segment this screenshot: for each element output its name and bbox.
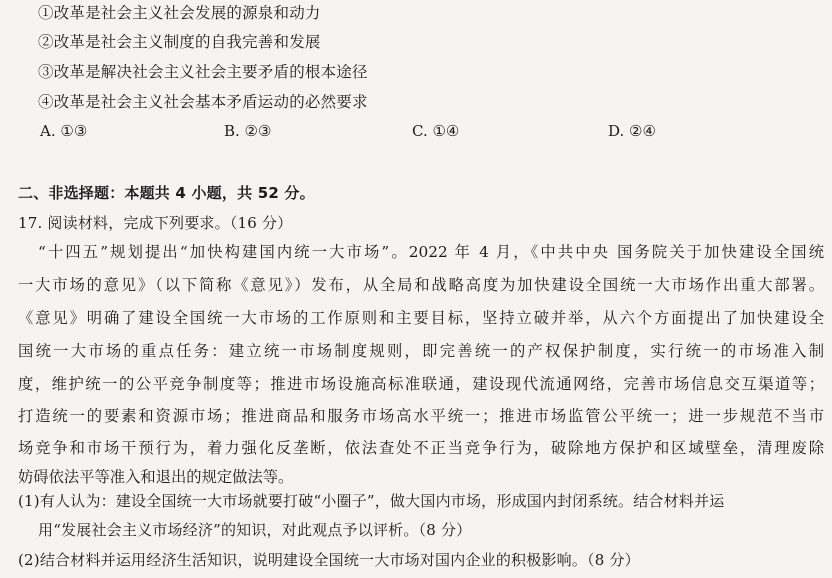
material-line-2: 一大市场的意见》（以下简称《意见》）发布，从全局和战略高度为加快建设全国统一大市场作出重大部署。	[18, 276, 824, 294]
section-title: 二、非选择题：本题共 4 小题，共 52 分。	[18, 184, 315, 202]
statement-1: ①改革是社会主义社会发展的源泉和动力	[38, 4, 321, 22]
material-line-5: 度，维护统一的公平竞争制度等；推进市场设施高标准联通，建设现代流通网络，完善市场信息交互渠道等；	[18, 375, 824, 393]
choice-c: C. ①④	[412, 122, 460, 140]
material-line-4: 国统一大市场的重点任务：建立统一市场制度规则，即完善统一的产权保护制度，实行统一的市场准入制	[18, 342, 824, 360]
statement-2: ②改革是社会主义制度的自我完善和发展	[38, 33, 321, 51]
choice-d: D. ②④	[608, 122, 656, 140]
choice-b: B. ②③	[224, 122, 272, 140]
material-line-1: “十四五”规划提出“加快构建国内统一大市场”。2022 年 4 月，《中共中央 国务院关于加快建设全国统	[38, 243, 824, 261]
sub-question-2: (2)结合材料并运用经济生活知识，说明建设全国统一大市场对国内企业的积极影响。（8 分）	[18, 551, 640, 569]
sub-question-1-line-1: (1)有人认为：建设全国统一大市场就要打破“小圈子”，做大国内市场，形成国内封闭系统。结合材料并运	[18, 492, 725, 510]
sub-question-1-line-2: 用“发展社会主义市场经济”的知识，对此观点予以评析。（8 分）	[38, 521, 472, 539]
statement-3: ③改革是解决社会主义社会主要矛盾的根本途径	[38, 63, 368, 81]
material-line-7: 场竞争和市场干预行为，着力强化反垄断，依法查处不正当竞争行为，破除地方保护和区域壁垒，清理废除	[18, 439, 824, 457]
choice-a: A. ①③	[40, 122, 88, 140]
statement-4: ④改革是社会主义社会基本矛盾运动的必然要求	[38, 93, 368, 111]
material-line-3: 《意见》明确了建设全国统一大市场的工作原则和主要目标，坚持立破并举，从六个方面提出了加快建设全	[18, 309, 824, 327]
material-line-6: 打造统一的要素和资源市场；推进商品和服务市场高水平统一；推进市场监管公平统一；进一步规范不当市	[18, 407, 824, 425]
question-stem: 17. 阅读材料，完成下列要求。（16 分）	[18, 214, 293, 232]
material-line-8: 妨碍依法平等准入和退出的规定做法等。	[18, 468, 294, 486]
